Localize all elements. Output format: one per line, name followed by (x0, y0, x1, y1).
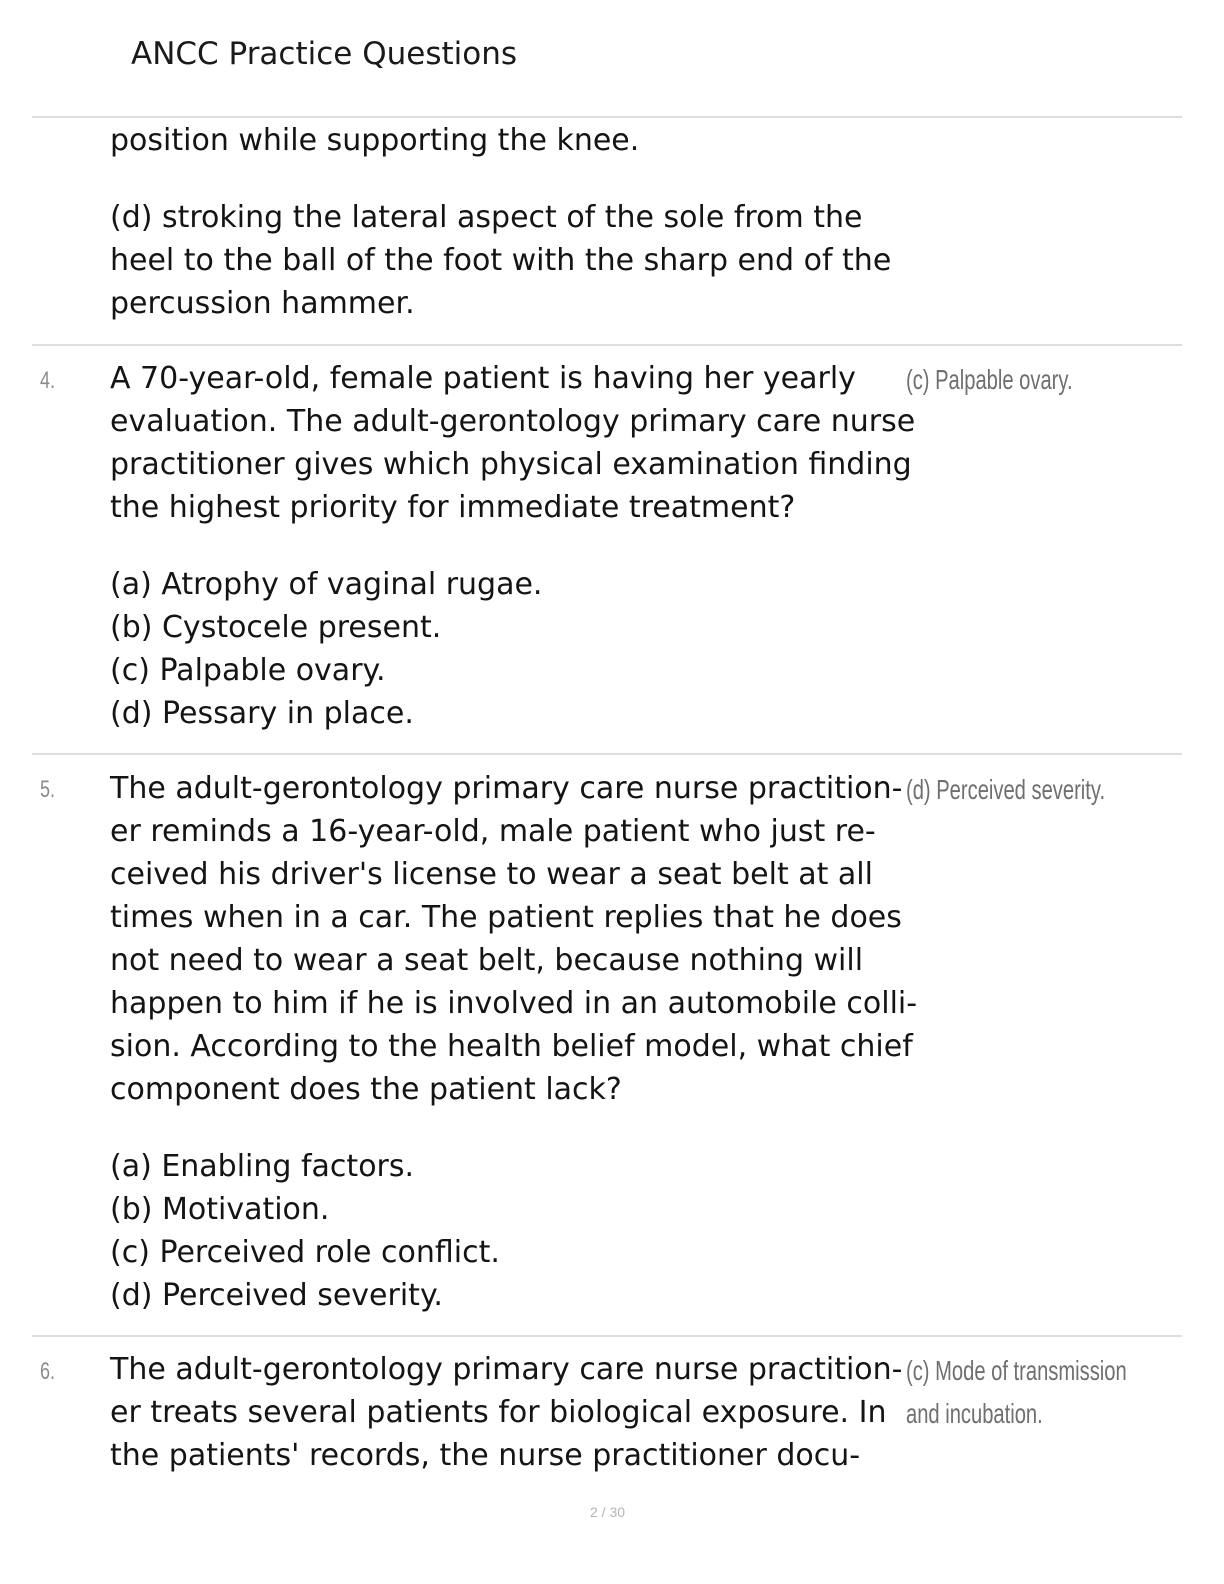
divider (32, 1335, 1182, 1337)
question-stem-line: ceived his driver's license to wear a seat belt at all (110, 857, 873, 892)
question-number: 5. (40, 776, 56, 803)
question-stem-line: times when in a car. The patient replies that he does (110, 900, 902, 935)
prev-option-d-line: percussion hammer. (110, 286, 415, 321)
answer-option: (b) Motivation. (110, 1192, 330, 1227)
answer-option: (c) Palpable ovary. (110, 653, 386, 688)
prev-question-line: position while supporting the knee. (110, 123, 640, 158)
page-number: 2 / 30 (590, 1504, 626, 1520)
answer-key: (c) Palpable ovary. (906, 364, 1073, 395)
answer-option: (c) Perceived role conflict. (110, 1235, 500, 1270)
answer-key: (c) Mode of transmission (906, 1355, 1127, 1386)
question-stem-line: The adult-gerontology primary care nurse practition- (110, 1352, 903, 1387)
question-stem-line: sion. According to the health belief model, what chief (110, 1029, 913, 1064)
question-stem-line: the highest priority for immediate treatment? (110, 490, 796, 525)
question-stem-line: the patients' records, the nurse practitioner docu- (110, 1438, 861, 1473)
answer-option: (d) Perceived severity. (110, 1278, 443, 1313)
divider (32, 116, 1182, 118)
question-stem-line: practitioner gives which physical examination finding (110, 447, 912, 482)
question-stem-line: component does the patient lack? (110, 1072, 622, 1107)
answer-option: (d) Pessary in place. (110, 696, 414, 731)
page-header-title: ANCC Practice Questions (131, 36, 518, 72)
answer-key: and incubation. (906, 1398, 1043, 1429)
answer-option: (a) Enabling factors. (110, 1149, 415, 1184)
question-stem-line: happen to him if he is involved in an automobile colli- (110, 986, 918, 1021)
prev-option-d-line: heel to the ball of the foot with the sharp end of the (110, 243, 892, 278)
answer-option: (b) Cystocele present. (110, 610, 442, 645)
question-stem-line: er reminds a 16-year-old, male patient who just re- (110, 814, 876, 849)
question-number: 6. (40, 1358, 56, 1385)
prev-option-d-line: (d) stroking the lateral aspect of the sole from the (110, 200, 863, 235)
question-number: 4. (40, 367, 56, 394)
answer-key: (d) Perceived severity. (906, 774, 1106, 805)
question-stem-line: not need to wear a seat belt, because nothing will (110, 943, 864, 978)
divider (32, 753, 1182, 755)
question-stem-line: er treats several patients for biological exposure. In (110, 1395, 887, 1430)
divider (32, 344, 1182, 346)
answer-option: (a) Atrophy of vaginal rugae. (110, 567, 543, 602)
question-stem-line: A 70-year-old, female patient is having her yearly (110, 361, 856, 396)
question-stem-line: evaluation. The adult-gerontology primary care nurse (110, 404, 916, 439)
question-stem-line: The adult-gerontology primary care nurse practition- (110, 771, 903, 806)
